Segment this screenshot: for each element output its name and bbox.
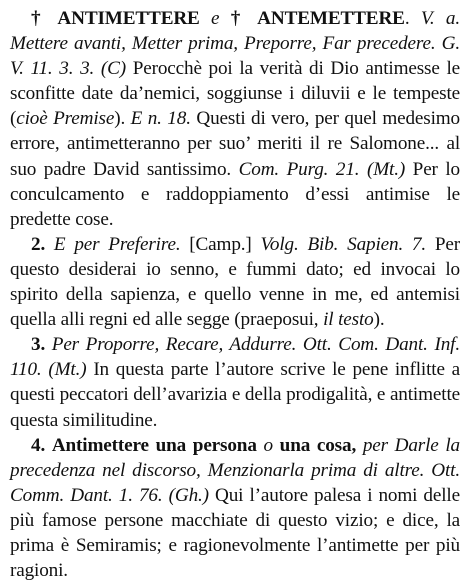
sense-1-quotation-1: Perocchè poi la verità di Dio antimesse le sconfitte date da’nemici, soggiunse i diluvii e le tempeste ( xyxy=(10,58,460,130)
sense-2-tag: [Camp.] xyxy=(189,233,252,255)
sense-2-quotation: Per questo desiderai io senno, e fummi dato; ed invocai lo spirito della sapienza, e quello venne in me, ed antemisi quella alli regni ed alle segge (praeposui, xyxy=(10,233,460,331)
sense-4-citation: Ott. Comm. Dant. 1. 76. (Gh.) xyxy=(10,459,460,506)
entry-sense-4 xyxy=(10,433,460,583)
sense-4-phrase-a: Antimettere una persona xyxy=(51,434,257,456)
sense-4-number: 4. xyxy=(31,434,46,456)
sense-2-number: 2. xyxy=(31,233,46,255)
sense-1-quotation-1-gloss: cioè Premise xyxy=(16,108,115,130)
sense-1-definition: Mettere avanti, Metter prima, Preporre, Far precedere. xyxy=(10,33,436,55)
entry-sense-2 xyxy=(10,232,460,332)
sense-4-quotation: Qui l’autore palesa i nomi delle più famose persone macchiate di questo vizio; e dice, la prima è Semiramis; e ragionevolmente l’antimette per più ragioni. xyxy=(10,484,460,582)
headword-conjunction: e xyxy=(211,8,220,29)
sense-1-citation-1: G. V. 11. 3. 3. (C) xyxy=(10,33,460,80)
entry-sense-1: † ANTIMETTERE e † ANTEMETTERE. V. a. Mettere avanti, Metter prima, Preporre, Far precedere. G. V. 11. 3. 3. (C) Perocchè poi la verità di Dio antimesse le sconfitte date da’nemici, soggiunse i diluvii e le tempeste (cioè Premise). E n. 18. Questi di vero, per quel medesimo errore, antimetteranno per suo’ meriti il re Salomone... al suo padre David santissimo. Com. Purg. 21. (Mt.) Per lo conculcamento e raddoppiamento d’essi antimise le predette cose. xyxy=(10,8,460,230)
sense-2-definition: E per Preferire. xyxy=(53,233,181,255)
sense-2-citation: Volg. Bib. Sapien. 7. xyxy=(260,233,427,255)
sense-1-quotation-3: Per lo conculcamento e raddoppiamento d’essi antimise le predette cose. xyxy=(10,158,460,230)
headword-antimettere: † ANTIMETTERE xyxy=(31,8,200,29)
sense-1-quotation-1-end: ). xyxy=(114,108,126,130)
headword-antemettere: † ANTEMETTERE xyxy=(230,8,405,29)
sense-1-quotation-2: Questi di vero, per quel medesimo errore, antimetteranno per suo’ meriti il re Salomone... al suo padre David santissimo. xyxy=(10,108,460,180)
sense-3-definition: Per Proporre, Recare, Addurre. xyxy=(51,334,297,356)
sense-1-citation-2: E n. 18. xyxy=(130,108,191,130)
sense-3-number: 3. xyxy=(31,334,46,356)
sense-4-phrase-or: o xyxy=(263,434,273,456)
part-of-speech: V. a. xyxy=(420,8,460,29)
sense-3-quotation: In questa parte l’autore scrive le pene inflitte a questi peccatori dell’avarizia e della prodigalità, e antimette questa similitudine. xyxy=(10,359,460,431)
sense-2-quotation-end: ). xyxy=(373,309,385,331)
entry-sense-3 xyxy=(10,332,460,432)
sense-4-definition: per Darle la precedenza nel discorso, Menzionarla prima di altre. xyxy=(10,434,460,481)
sense-3-citation: Ott. Com. Dant. Inf. 110. (Mt.) xyxy=(10,334,460,381)
sense-2-quotation-gloss: il testo xyxy=(323,309,374,331)
sense-1-citation-3: Com. Purg. 21. (Mt.) xyxy=(238,158,406,180)
sense-4-phrase-b: una cosa, xyxy=(279,434,357,456)
